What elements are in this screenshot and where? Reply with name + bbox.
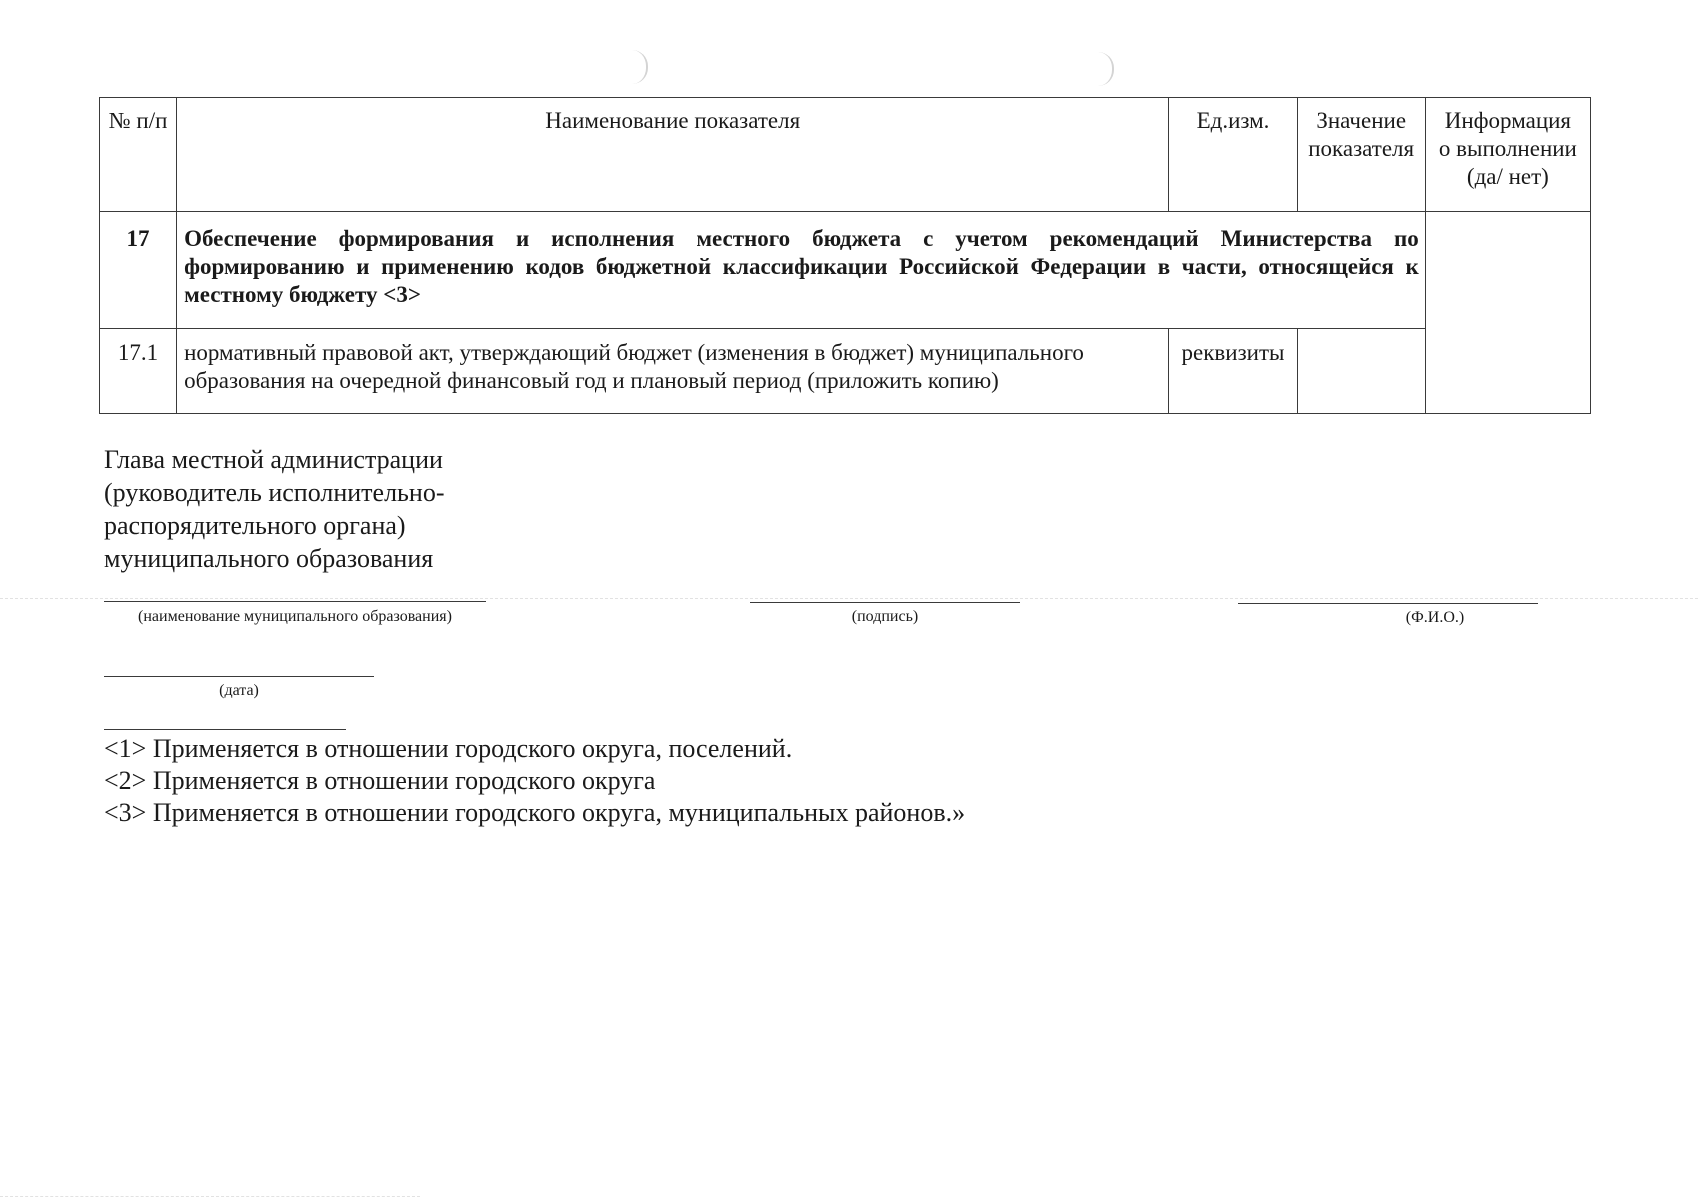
table-row: [100, 329, 1591, 414]
head-of-administration-title: [104, 443, 445, 575]
signature-line: [750, 602, 1020, 603]
header-info-line: о выполнении: [1438, 136, 1577, 161]
row-title: Обеспечение формирования и исполнения местного бюджета с учетом рекомендаций Министерства по формированию и применению кодов бюджетной классификации Российской Федерации в части, относящейся к местному бюджету <3>: [177, 212, 1426, 329]
row-description-line: нормативный правовой акт, утверждающий бюджет (изменения в бюджет) муниципального: [184, 340, 1084, 365]
header-value-line: Значение: [1316, 108, 1407, 133]
scan-artifact: [632, 50, 648, 84]
head-title-line: муниципального образования: [104, 544, 434, 573]
header-value-line: показателя: [1308, 136, 1415, 161]
fio-line: [1238, 603, 1538, 604]
caption-municipality: (наименование муниципального образования): [138, 608, 452, 625]
header-num: № п/п: [100, 98, 177, 212]
table-row: [100, 212, 1591, 329]
footnote: <1> Применяется в отношении городского округа, поселений.: [104, 734, 793, 763]
scan-artifact: [0, 598, 1698, 599]
row-number: 17.1: [100, 329, 177, 414]
header-info: [1425, 98, 1590, 212]
head-title-line: распорядительного органа): [104, 511, 406, 540]
indicators-table: [99, 97, 1591, 414]
head-title-line: (руководитель исполнительно-: [104, 478, 445, 507]
head-title-line: Глава местной администрации: [104, 445, 443, 474]
value-cell: [1297, 329, 1425, 414]
scan-artifact: [0, 1196, 420, 1197]
header-name: Наименование показателя: [177, 98, 1169, 212]
header-info-line: Информация: [1444, 108, 1572, 133]
table-header-row: [100, 98, 1591, 212]
row-unit: реквизиты: [1169, 329, 1297, 414]
caption-signature: (подпись): [851, 608, 919, 625]
footnotes: [104, 733, 965, 829]
footnote-separator: [104, 729, 346, 730]
date-line: [104, 676, 374, 677]
header-value: [1297, 98, 1425, 212]
header-unit: Ед.изм.: [1169, 98, 1297, 212]
municipality-name-line: [104, 601, 486, 602]
caption-fio: (Ф.И.О.): [1405, 609, 1465, 626]
scan-artifact: [1098, 52, 1114, 86]
header-info-line: (да/ нет): [1466, 164, 1549, 189]
row-description: [177, 329, 1169, 414]
caption-date: (дата): [219, 682, 259, 699]
info-cell: [1425, 212, 1590, 414]
footnote: <2> Применяется в отношении городского округа: [104, 766, 656, 795]
row-number: 17: [100, 212, 177, 329]
row-description-line: образования на очередной финансовый год и плановый период (приложить копию): [184, 368, 999, 393]
footnote: <3> Применяется в отношении городского округа, муниципальных районов.»: [104, 798, 966, 827]
